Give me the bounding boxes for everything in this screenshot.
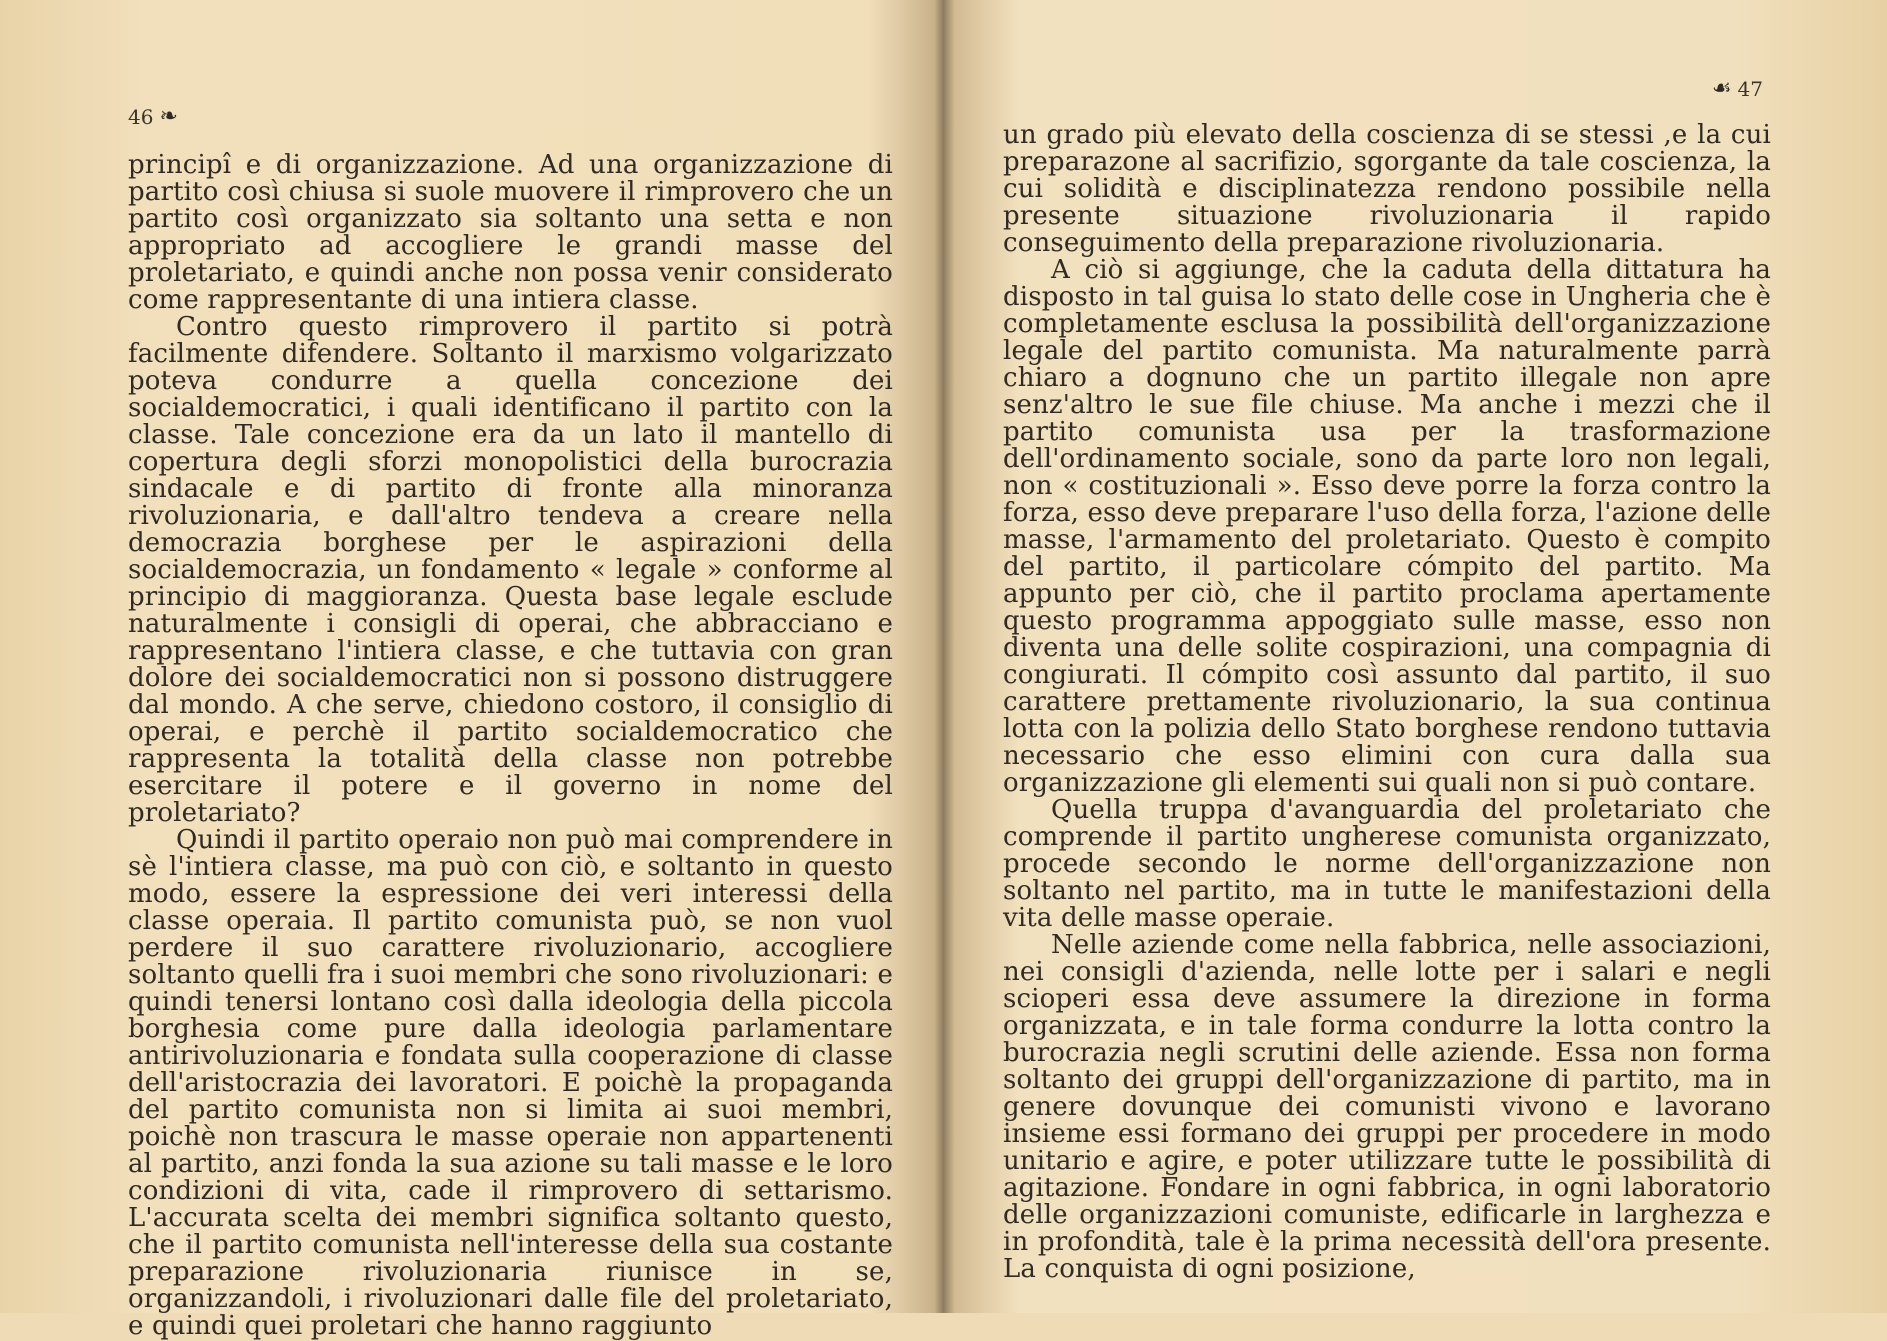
- paragraph: un grado più elevato della coscienza di se stessi ,e la cui preparazone al sacrifizio, sgorgante da tale coscienza, la cui solidità e disciplinatezza rendono possibile nella presente situazione rivoluzionaria il rapido conseguimento della preparazione rivoluzionaria.: [1003, 120, 1771, 258]
- fleuron-icon: ☙: [1711, 76, 1732, 101]
- right-page: [943, 0, 1886, 1313]
- left-page-number: 46: [128, 104, 154, 129]
- left-page-body: [128, 152, 893, 1340]
- paragraph: principî e di organizzazione. Ad una organizzazione di partito così chiusa si suole muovere il rimprovero che un partito così organizzato sia soltanto una setta e non appropriato ad accogliere le grandi masse del proletariato, e quindi anche non possa venir considerato come rappresentante di una intiera classe.: [128, 150, 893, 315]
- paragraph: Quella truppa d'avanguardia del proletariato che comprende il partito ungherese comunista organizzato, procede secondo le norme dell'organizzazione non soltanto nel partito, ma in tutte le manifestazioni della vita delle masse operaie.: [1003, 795, 1771, 933]
- left-page-header: [128, 104, 178, 129]
- paragraph: Quindi il partito operaio non può mai comprendere in sè l'intiera classe, ma può con ciò, e soltanto in questo modo, essere la espressione dei veri interessi della classe operaia. Il partito comunista può, se non vuol perdere il suo carattere rivoluzionario, accogliere soltanto quelli fra i suoi membri che sono rivoluzionari: e quindi tenersi lontano così dalla ideologia della piccola borghesia come pure dalla ideologia parlamentare antirivoluzionaria e fondata sulla cooperazione di classe dell'aristocrazia dei lavoratori. E poichè la propaganda del partito comunista non si limita ai suoi membri, poichè non trascura le masse operaie non appartenenti al partito, anzi fonda la sua azione su tali masse e le loro condizioni di vita, cade il rimprovero di settarismo. L'accurata scelta dei membri significa soltanto questo, che il partito comunista nell'interesse della sua costante preparazione rivoluzionaria riunisce in se, organizzandoli, i rivoluzionari dalle file del proletariato, e quindi quei proletari che hanno raggiunto: [128, 825, 893, 1341]
- left-page: [0, 0, 943, 1341]
- right-page-number: 47: [1737, 76, 1763, 101]
- right-page-header: [1712, 76, 1763, 101]
- fleuron-icon: ❧: [159, 104, 178, 129]
- paragraph: A ciò si aggiunge, che la caduta della dittatura ha disposto in tal guisa lo stato delle cose in Ungheria che è completamente esclusa la possibilità dell'organizzazione legale del partito comunista. Ma naturalmente parrà chiaro a dognuno che un partito illegale non apre senz'altro le sue file chiuse. Ma anche i mezzi che il partito comunista usa per la trasformazione dell'ordinamento sociale, sono da parte loro non legali, non « costituzionali ». Esso deve porre la forza contro la forza, esso deve preparare l'uso della forza, l'azione delle masse, l'armamento del proletariato. Questo è compito del partito, il particolare cómpito del partito. Ma appunto per ciò, che il partito proclama apertamente questo programma appoggiato sulle masse, esso non diventa una delle solite cospirazioni, una compagnia di congiurati. Il cómpito così assunto dal partito, il suo carattere prettamente rivoluzionario, la sua continua lotta con la polizia dello Stato borghese rendono tuttavia necessario che esso elimini con cura dalla sua organizzazione gli elementi sui quali non si può contare.: [1003, 255, 1771, 798]
- right-page-body: [1003, 122, 1771, 1283]
- paragraph: Nelle aziende come nella fabbrica, nelle associazioni, nei consigli d'azienda, nelle lotte per i salari e negli scioperi essa deve assumere la direzione in forma organizzata, e in tale forma condurre la lotta contro la burocrazia negli scrutini delle aziende. Essa non forma soltanto dei gruppi dell'organizzazione di partito, ma in genere dovunque dei comunisti vivono e lavorano insieme essi formano dei gruppi per procedere in modo unitario e agire, e poter utilizzare tutte le possibilità di agitazione. Fondare in ogni fabbrica, in ogni laboratorio delle organizzazioni comuniste, edificarle in larghezza e in profondità, tale è la prima necessità dell'ora presente. La conquista di ogni posizione,: [1003, 930, 1771, 1284]
- paragraph: Contro questo rimprovero il partito si potrà facilmente difendere. Soltanto il marxismo volgarizzato poteva condurre a quella concezione dei socialdemocratici, i quali identificano il partito con la classe. Tale concezione era da un lato il mantello di copertura degli sforzi monopolistici della burocrazia sindacale e di partito di fronte alla minoranza rivoluzionaria, e dall'altro tendeva a creare nella democrazia borghese per le aspirazioni della socialdemocrazia, un fondamento « legale » conforme al principio di maggioranza. Questa base legale esclude naturalmente i consigli di operai, che abbracciano e rappresentano l'intiera classe, e che tuttavia con gran dolore dei socialdemocratici non si possono distruggere dal mondo. A che serve, chiedono costoro, il consiglio di operai, e perchè il partito socialdemocratico che rappresenta la totalità della classe non potrebbe esercitare il potere e il governo in nome del proletariato?: [128, 312, 893, 828]
